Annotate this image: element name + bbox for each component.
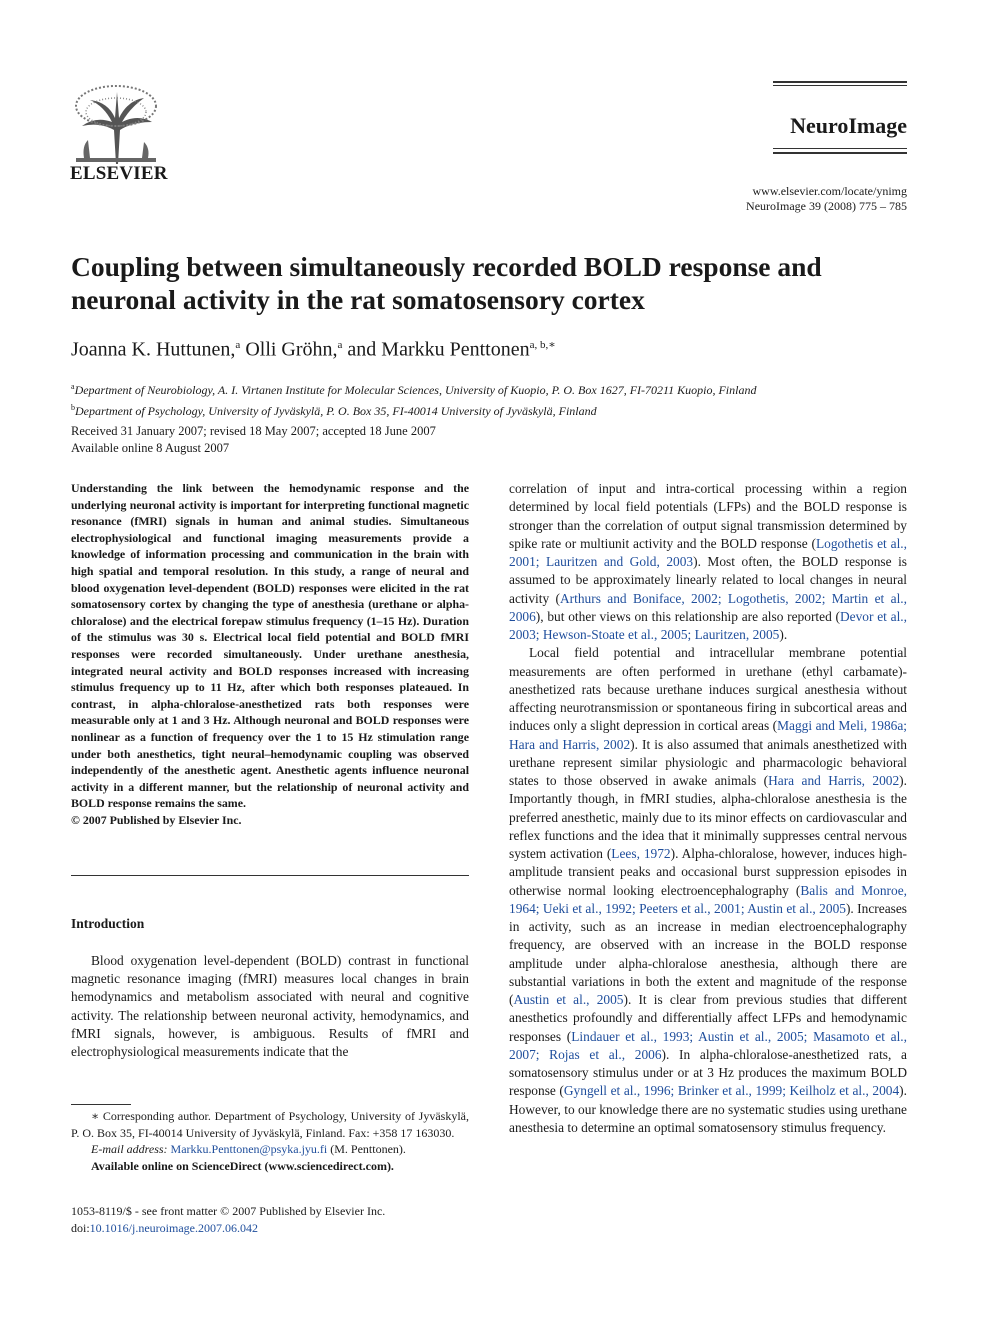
author-list (71, 338, 556, 362)
journal-citation: NeuroImage 39 (2008) 775 – 785 (746, 199, 907, 213)
email-suffix: (M. Penttonen). (330, 1142, 406, 1157)
citation-link[interactable]: Austin et al., 2005 (513, 992, 624, 1007)
body-text: ). (779, 627, 788, 642)
body-text: ), but other views on this relationship are also reported ( (535, 608, 840, 624)
body-text: correlation of input and intra-cortical processing within a region determined by local field potentials (LFPs) and the BOLD response is stronger than the correlation of output signal transmission determined by spike rate or multiunit activity and the BOLD response ( (509, 481, 907, 551)
email-label: E-mail address: (91, 1142, 168, 1157)
author-name: Joanna K. Huttunen, (71, 338, 236, 361)
author-affiliation-mark: a, b,∗ (529, 339, 556, 351)
citation-link[interactable]: Logothetis et al., 2001; Lauritzen and Gold, 2003 (509, 535, 907, 569)
article-title: Coupling between simultaneously recorded BOLD response and neuronal activity in the rat somatosensory cortex (71, 251, 822, 315)
sciencedirect-note: Available online on ScienceDirect (www.sciencedirect.com). (91, 1158, 394, 1173)
journal-rule-bottom-thin (773, 148, 907, 149)
abstract-copyright: © 2007 Published by Elsevier Inc. (71, 812, 242, 827)
author-name: and Markku Penttonen (347, 338, 530, 361)
citation-link[interactable]: Lindauer et al., 1993; Austin et al., 2005; Masamoto et al., 2007; Rojas et al., 2006 (509, 1028, 907, 1062)
journal-url[interactable]: www.elsevier.com/locate/ynimg (752, 184, 907, 198)
body-text: ). However, to our knowledge there are no systematic studies using urethane anesthesia to determine an optimal somatosensory stimulus frequency. (509, 1083, 907, 1135)
corresponding-author-note: ∗ Corresponding author. Department of Psychology, University of Jyväskylä, P. O. Box 35, FI-40014 University of Jyväskylä, Finland. Fax: +358 17 163030. (71, 1109, 469, 1140)
author-affiliation-mark: a (337, 339, 343, 351)
journal-rule-top-thin (773, 85, 907, 86)
introduction-body (71, 952, 469, 1061)
email-line (71, 1141, 469, 1158)
abstract (71, 480, 469, 828)
body-paragraph (509, 480, 907, 644)
publisher-name: ELSEVIER (70, 163, 168, 184)
footnote-rule (71, 1104, 131, 1105)
introduction-paragraph: Blood oxygenation level-dependent (BOLD) contrast in functional magnetic resonance imaging (fMRI) measures local changes in brain hemodynamics and metabolism associated with neural and cognitive activity. The relationship between neuronal activity, hemodynamics, and fMRI signals, however, is ambiguous. Results of fMRI and electrophysiological measurements indicate that the (71, 953, 469, 1060)
journal-name: NeuroImage (790, 113, 907, 138)
section-heading-introduction: Introduction (71, 916, 145, 931)
body-text: ). Alpha-chloralose, however, induces high-amplitude transient peaks and occasional burst suppression episodes in otherwise normal looking electroencephalography ( (509, 846, 907, 898)
citation-link[interactable]: Lees, 1972 (611, 846, 671, 861)
email-link[interactable]: Markku.Penttonen@psyka.jyu.fi (170, 1142, 328, 1157)
affiliations (71, 378, 901, 420)
body-text: Local field potential and intracellular membrane potential measurements are often performed in urethane (ethyl carbamate)-anesthetized rats because urethane induces surgical anesthesia without affecting neurotransmission or spontaneous firing in subcortical areas and induces only a slight depression in cortical areas ( (509, 645, 907, 734)
body-text: ). Most often, the BOLD response is assumed to be approximately linearly related to local changes in neural activity ( (509, 554, 907, 606)
article-dates (71, 423, 436, 457)
body-text: ). It is clear from previous studies that different anesthetics profoundly and differentially affect LFPs and hemodynamic responses ( (509, 992, 908, 1044)
citation-link[interactable]: Gyngell et al., 1996; Brinker et al., 1999; Keilholz et al., 2004 (563, 1083, 900, 1099)
citation-link[interactable]: Balis and Monroe, 1964; Ueki et al., 1992; Peeters et al., 2001; Austin et al., 2005 (509, 882, 907, 916)
body-text: ). Increases in activity, such as an increase in median electroencephalography frequency, are observed with an increase in the BOLD response amplitude under alpha-chloralose anesthesia, although there are substantial variations in both the extent and magnitude of the response ( (509, 900, 907, 1007)
body-text: ). It is also assumed that animals anesthetized with urethane represent similar physiologic and pharmacologic behavioral states to those observed in awake animals ( (509, 736, 907, 788)
abstract-text: Understanding the link between the hemodynamic response and the underlying neuronal activity is important for interpreting functional magnetic resonance (fMRI) signals in human and animal studies. Simultaneous electrophysiological and functional imaging measurements provide a knowledge of information processing and communication in the brain with high spatial and temporal resolution. In this study, a range of neural and blood oxygenation level-dependent (BOLD) responses were elicited in the rat somatosensory cortex by changing the type of anesthesia (urethane or alpha-chloralose) and the electrical forepaw stimulus frequency (1–15 Hz). Duration of the stimulus was 30 s. Electrical local field potential and BOLD fMRI responses were recorded simultaneously. Under urethane anesthesia, integrated neural activity and BOLD responses increased with increasing stimulus frequency up to 11 Hz, after which both responses plateaued. In contrast, in alpha-chloralose-anesthetized rats both responses were measurable only at 1 and 3 Hz. Although neuronal and BOLD responses were nonlinear as a function of frequency over the 1 to 15 Hz stimulation range under both anesthetics, tight neural–hemodynamic coupling was observed independently of the anesthetic agent. Anesthetic agents influence neuronal activity in a different manner, but the relationship of neuronal activity and BOLD response remains the same. (71, 481, 469, 811)
issn-block (71, 1203, 385, 1237)
footnote (71, 1108, 469, 1174)
body-text: ). Importantly though, in fMRI studies, alpha-chloralose anesthesia is the preferred anesthetic, mainly due to its minor effects on cardiovascular and reflex functions and the idea that it minimally suppresses central nervous system activation ( (509, 773, 907, 861)
body-text: ). In alpha-chloralose-anesthetized rats, a somatosensory stimulus under or at 3 Hz produces the maximum BOLD response ( (509, 1046, 907, 1099)
doi-label: doi: (71, 1221, 90, 1235)
issn-line: 1053-8119/$ - see front matter © 2007 Published by Elsevier Inc. (71, 1204, 386, 1218)
received-dates: Received 31 January 2007; revised 18 May 2007; accepted 18 June 2007 (71, 424, 436, 438)
author-name: Olli Gröhn, (245, 338, 338, 361)
journal-meta (746, 184, 907, 214)
citation-link[interactable]: Maggi and Meli, 1986a; Hara and Harris, 2002 (509, 718, 907, 752)
citation-link[interactable]: Arthurs and Boniface, 2002; Logothetis, 2002; Martin et al., 2006 (509, 590, 907, 624)
citation-link[interactable]: Devor et al., 2003; Hewson-Stoate et al., 2005; Lauritzen, 2005 (509, 608, 908, 642)
doi-link[interactable]: 10.1016/j.neuroimage.2007.06.042 (89, 1221, 258, 1235)
available-online-date: Available online 8 August 2007 (71, 441, 230, 455)
journal-rule-top (773, 81, 907, 83)
author-affiliation-mark: a (235, 339, 241, 351)
affiliation: $^a$Department of Neurobiology, A. I. Virtanen Institute for Molecular Sciences, University of Kuopio, P. O. Box 1627, FI-70211 Kuopio, Finland (71, 382, 757, 397)
doi-line (71, 1220, 385, 1237)
citation-link[interactable]: Hara and Harris, 2002 (768, 773, 900, 788)
tree-icon (70, 82, 162, 166)
right-column-body (509, 480, 907, 1137)
body-paragraph (509, 644, 907, 1137)
affiliation: $^b$Department of Psychology, University of Jyväskylä, P. O. Box 35, FI-40014 University of Jyväskylä, Finland (71, 403, 597, 418)
abstract-divider (71, 875, 469, 876)
journal-rule-bottom (773, 152, 907, 154)
